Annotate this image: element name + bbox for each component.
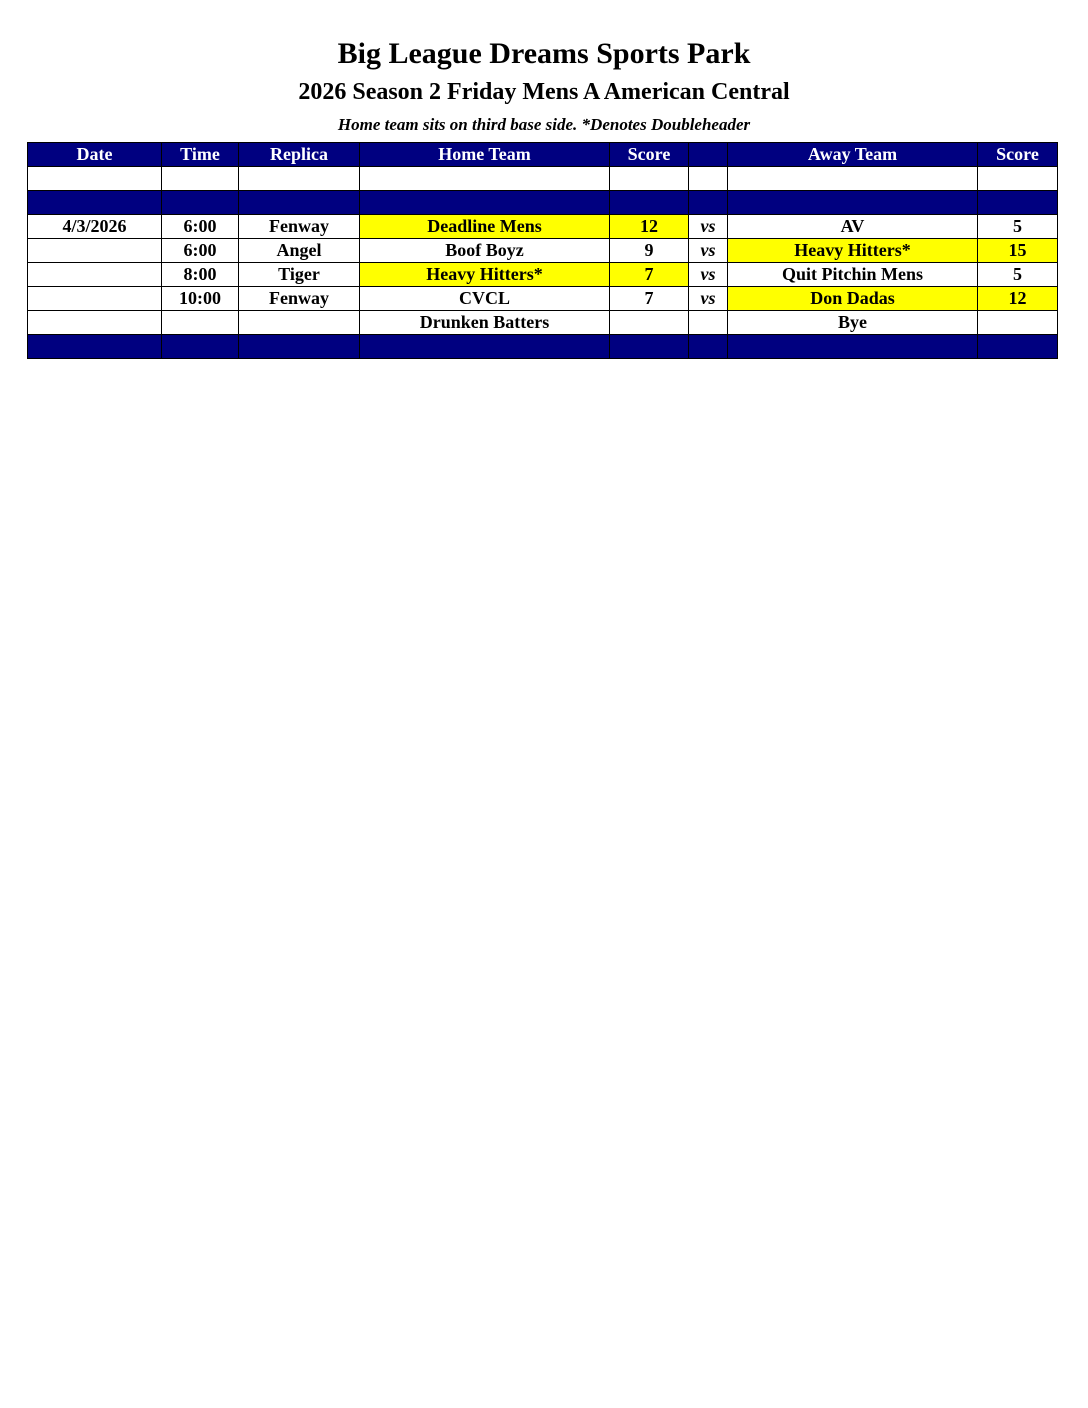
home-score: 7 <box>610 263 689 287</box>
col-header-home-team: Home Team <box>360 143 610 167</box>
league-subtitle: 2026 Season 2 Friday Mens A American Central <box>298 79 790 105</box>
game-time: 10:00 <box>162 287 239 311</box>
game-replica: Fenway <box>239 215 360 239</box>
col-header-home-score: Score <box>610 143 689 167</box>
col-header-away-team: Away Team <box>728 143 978 167</box>
game-time: 8:00 <box>162 263 239 287</box>
away-score: 12 <box>978 287 1058 311</box>
home-score: 9 <box>610 239 689 263</box>
schedule-table <box>27 142 1058 359</box>
away-team: AV <box>728 215 978 239</box>
col-header-replica: Replica <box>239 143 360 167</box>
schedule-note: Home team sits on third base side. *Denotes Doubleheader <box>337 115 751 134</box>
away-score: 5 <box>978 263 1058 287</box>
col-header-date: Date <box>28 143 162 167</box>
col-header-away-score: Score <box>978 143 1058 167</box>
home-score: 12 <box>610 215 689 239</box>
game-row <box>28 263 1058 287</box>
away-team: Don Dadas <box>728 287 978 311</box>
home-score: 7 <box>610 287 689 311</box>
bye-team: Drunken Batters <box>360 311 610 335</box>
game-replica: Fenway <box>239 287 360 311</box>
header-row <box>28 143 1058 167</box>
home-team: Heavy Hitters* <box>360 263 610 287</box>
game-row <box>28 287 1058 311</box>
vs-label: vs <box>689 263 728 287</box>
away-team: Quit Pitchin Mens <box>728 263 978 287</box>
vs-label: vs <box>689 239 728 263</box>
vs-label: vs <box>689 287 728 311</box>
game-date <box>28 263 162 287</box>
away-team: Heavy Hitters* <box>728 239 978 263</box>
away-score: 5 <box>978 215 1058 239</box>
band-row-bottom <box>28 335 1058 359</box>
home-team: Deadline Mens <box>360 215 610 239</box>
home-team: CVCL <box>360 287 610 311</box>
game-time: 6:00 <box>162 239 239 263</box>
away-score: 15 <box>978 239 1058 263</box>
game-row <box>28 239 1058 263</box>
col-header-time: Time <box>162 143 239 167</box>
col-header-vs <box>689 143 728 167</box>
blank-row <box>28 167 1058 191</box>
game-date <box>28 287 162 311</box>
vs-label: vs <box>689 215 728 239</box>
game-date: 4/3/2026 <box>28 215 162 239</box>
game-replica: Tiger <box>239 263 360 287</box>
bye-row <box>28 311 1058 335</box>
home-team: Boof Boyz <box>360 239 610 263</box>
game-date <box>28 239 162 263</box>
game-row <box>28 215 1058 239</box>
bye-label: Bye <box>728 311 978 335</box>
game-replica: Angel <box>239 239 360 263</box>
band-row <box>28 191 1058 215</box>
game-time: 6:00 <box>162 215 239 239</box>
page-title: Big League Dreams Sports Park <box>337 37 751 70</box>
